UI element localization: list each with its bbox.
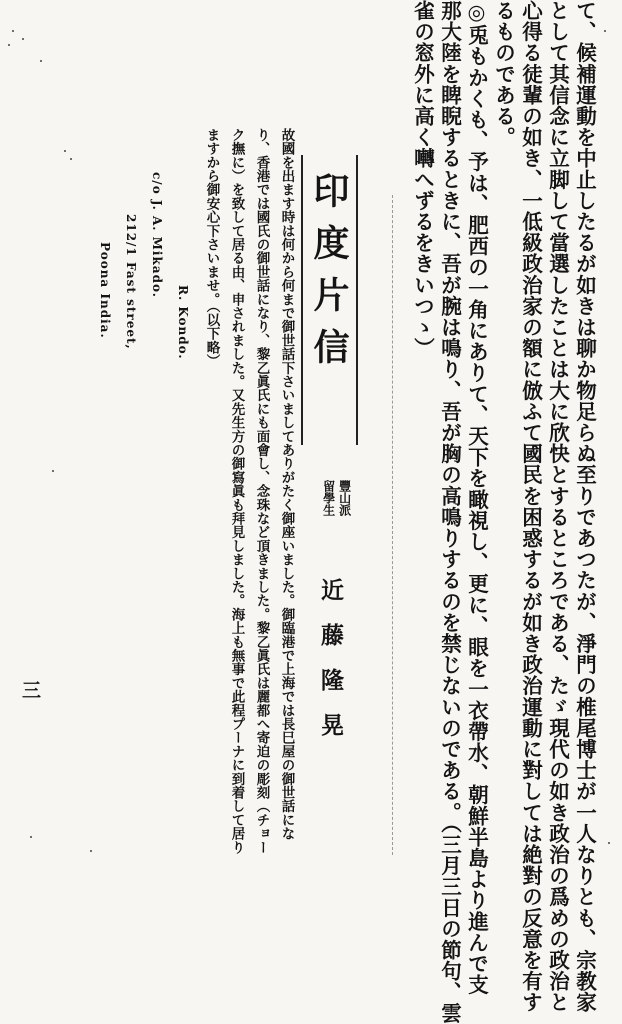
- letter-column: ク撫に）を致して居る由、申されました。又先生方の御寫眞も拜見しました。海上も無事で此程プーナに到着して居り: [228, 128, 245, 855]
- scan-speck: [8, 44, 10, 46]
- author-name: 近藤隆晃: [317, 578, 344, 758]
- sender-name: R. Kondo.: [176, 285, 190, 360]
- essay-column: ◎兎もかくも、予は、肥西の一角にありて、天下を瞰視し、更に、眼を一衣帶水、朝鮮半島より進んで支: [464, 0, 489, 996]
- scan-speck: [52, 470, 54, 472]
- scan-speck: [30, 836, 32, 838]
- page-number: 三: [19, 680, 41, 699]
- scan-speck: [40, 60, 42, 62]
- affiliation-role: 留學生: [321, 480, 336, 516]
- title-rule-left: [301, 155, 303, 445]
- essay-column: て、候補運動を中止したるが如きは聊か物足らぬ至りであつたが、淨門の椎尾博士が一人なりとも、宗教家: [572, 0, 597, 1013]
- essay-column: 心得る徒輩の如き、一低級政治家の額に倣ふて國民を困惑するが如き政治運動に對しては絶對の反意を有す: [518, 0, 543, 1013]
- scan-speck: [70, 158, 72, 160]
- scan-speck: [604, 30, 606, 32]
- essay-column: 那大陸を睥睨するときに、吾が腕は鳴り、吾が胸の高鳴りするのを禁じないのである。（三月三日の節句、雲: [437, 0, 462, 1024]
- affiliation-sect: 豐山派: [337, 480, 352, 516]
- scan-speck: [90, 850, 92, 852]
- scan-speck: [12, 30, 14, 32]
- address-care-of: c/o J. A. Mikado.: [150, 172, 164, 298]
- author-affiliation-2: [322, 480, 335, 519]
- title-rule-right: [356, 155, 358, 445]
- author-affiliation: [338, 480, 351, 519]
- essay-column: 雀の窓外に高く囀へずるをきいつゝ）: [410, 0, 435, 359]
- letter-column: り、香港では國氏の御世話になり、黎乙眞氏にも面會し、念珠など頂きました。黎乙眞氏は麗都へ寄迫の彫刻（チョー: [253, 128, 270, 855]
- letter-column: ますから御安心下さいませ。（以下略）: [203, 128, 220, 368]
- essay-column: るものである。: [491, 0, 516, 148]
- address-city: Poona India.: [98, 242, 112, 339]
- scan-speck: [608, 842, 610, 844]
- scan-speck: [22, 38, 24, 40]
- letter-column: 故國を出ます時は何から何まで御世話下さいましてありがたく御座いました。御臨港で上海では長巳屋の御世話にな: [278, 128, 295, 841]
- scan-speck: [64, 150, 66, 152]
- address-street: 212/1 Fast street,: [124, 214, 138, 350]
- article-title: 印度片信: [308, 172, 350, 380]
- essay-column: として其信念に立脚して當選したことは大に欣快とするところである、たゞ現代の如き政治の爲めの政治と: [545, 0, 570, 1013]
- section-divider: [392, 195, 393, 855]
